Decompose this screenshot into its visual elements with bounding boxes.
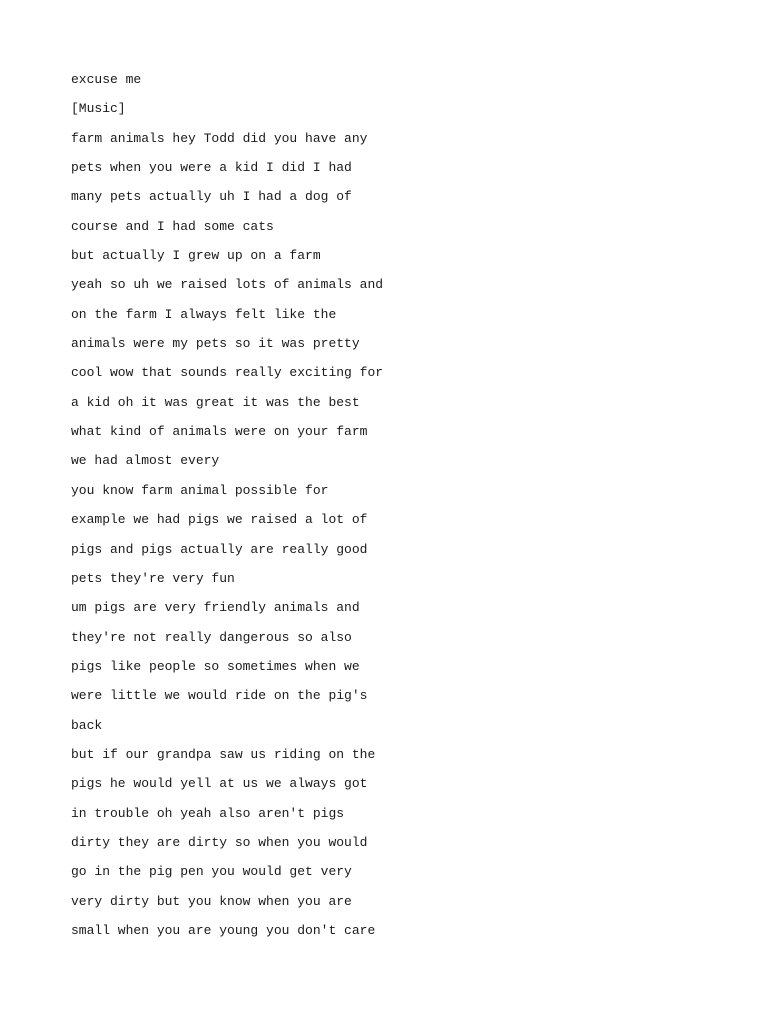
transcript-line: very dirty but you know when you are: [71, 893, 352, 909]
transcript-line: but actually I grew up on a farm: [71, 248, 321, 264]
transcript-line: were little we would ride on the pig's: [71, 688, 368, 704]
transcript-line: pigs like people so sometimes when we: [71, 658, 360, 674]
transcript-line: pets they're very fun: [71, 570, 235, 586]
transcript-line: back: [71, 717, 103, 733]
transcript-line: farm animals hey Todd did you have any: [71, 130, 368, 146]
transcript-line: in trouble oh yeah also aren't pigs: [71, 805, 345, 821]
transcript-line: dirty they are dirty so when you would: [71, 834, 368, 850]
transcript-line: excuse me: [71, 72, 142, 87]
transcript-line: [Music]: [71, 101, 126, 117]
transcript-line: a kid oh it was great it was the best: [71, 394, 360, 410]
transcript-line: what kind of animals were on your farm: [71, 424, 368, 440]
transcript-line: we had almost every: [71, 453, 220, 469]
transcript-line: they're not really dangerous so also: [71, 629, 352, 645]
transcript-line: small when you are young you don't care: [71, 922, 376, 938]
transcript-line: pigs and pigs actually are really good: [71, 541, 368, 557]
transcript-line: pets when you were a kid I did I had: [71, 160, 352, 176]
transcript-line: go in the pig pen you would get very: [71, 864, 352, 880]
transcript-line: yeah so uh we raised lots of animals and: [71, 277, 384, 293]
transcript-line: animals were my pets so it was pretty: [71, 336, 360, 352]
transcript-line: example we had pigs we raised a lot of: [71, 512, 368, 528]
transcript-line: cool wow that sounds really exciting for: [71, 365, 384, 381]
transcript-line: um pigs are very friendly animals and: [71, 600, 360, 616]
transcript-line: on the farm I always felt like the: [71, 306, 337, 322]
transcript-line: course and I had some cats: [71, 218, 274, 234]
transcript-line: you know farm animal possible for: [71, 482, 329, 498]
transcript-line: but if our grandpa saw us riding on the: [71, 746, 376, 762]
transcript-text: [71, 65, 383, 945]
transcript-line: many pets actually uh I had a dog of: [71, 189, 352, 205]
transcript-line: pigs he would yell at us we always got: [71, 776, 368, 792]
